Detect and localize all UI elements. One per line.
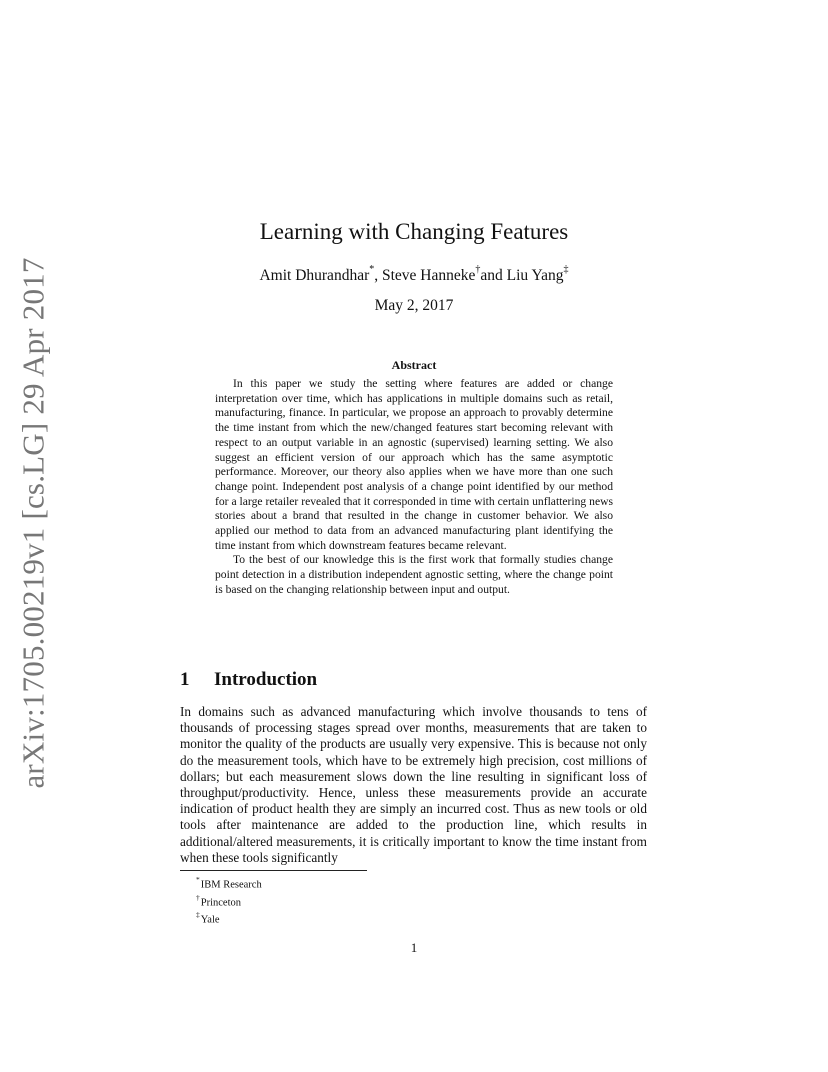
section-heading [180, 668, 317, 692]
author-footnote-mark: * [369, 264, 375, 275]
footnote-item [196, 874, 262, 892]
footnote-mark: * [196, 875, 200, 884]
section-body [180, 704, 647, 866]
author-name: Steve Hanneke [381, 267, 476, 285]
author-footnote-mark: † [475, 264, 481, 275]
author-list: Amit Dhurandhar*, Steve Hanneke†and Liu Yang‡ [259, 264, 569, 285]
footnote-text: Princeton [200, 897, 241, 909]
footnote-item [196, 909, 262, 927]
footnote-list [196, 874, 262, 927]
abstract-paragraph: To the best of our knowledge this is the first work that formally studies change point detection in a distribution independent agnostic setting, where the change point is based on the changing relationship between input and output. [215, 553, 613, 596]
author-name: Amit Dhurandhar [259, 267, 370, 285]
footnote-divider [180, 870, 367, 871]
arxiv-identifier-text: arXiv:1705.00219v1 [cs.LG] 29 Apr 2017 [16, 257, 51, 789]
footnote-text: IBM Research [200, 879, 262, 891]
page-number: 1 [410, 940, 418, 955]
section-title: Introduction [214, 669, 318, 690]
author-name: Liu Yang [506, 267, 564, 285]
abstract-heading: Abstract [391, 358, 437, 372]
paper-date: May 2, 2017 [374, 297, 454, 314]
body-paragraph: In domains such as advanced manufacturing which involve thousands to tens of thousands of processing stages spread over months, measurements that are taken to monitor the quality of the products are usually very expensive. This is because not only do the measurement tools, which have to be extremely high precision, cost millions of dollars; but each measurement slows down the line resulting in significant loss of throughput/productivity. Hence, unless these measurements provide an accurate indication of product health they are simply an incurred cost. Thus as new tools or old tools after maintenance are added to the production line, which results in additional/altered measurements, it is critically important to know the time instant from when these tools significantly [180, 704, 647, 865]
author-footnote-mark: ‡ [563, 264, 569, 275]
footnote-mark: † [196, 892, 200, 902]
footnote-item [196, 892, 262, 910]
abstract-paragraph: In this paper we study the setting where features are added or change interpretation over time, which has applications in multiple domains such as retail, manufacturing, finance. In particular, we propose an approach to provably determine the time instant from which the new/changed features start becoming relevant with respect to an output variable in an agnostic (supervised) learning setting. We also suggest an efficient version of our approach which has the same asymptotic performance. Moreover, our theory also applies when we have more than one such change point. Independent post analysis of a change point identified by our method for a large retailer revealed that it corresponded in time with certain unflattering news stories about a brand that resulted in the change in customer behavior. We also applied our method to data from an advanced manufacturing plant identifying the time instant from which downstream features became relevant. [215, 377, 613, 552]
footnote-text: Yale [200, 914, 220, 926]
footnote-mark: ‡ [196, 910, 200, 920]
abstract-body [215, 377, 613, 598]
section-number: 1 [180, 669, 190, 690]
paper-title: Learning with Changing Features [259, 219, 569, 244]
